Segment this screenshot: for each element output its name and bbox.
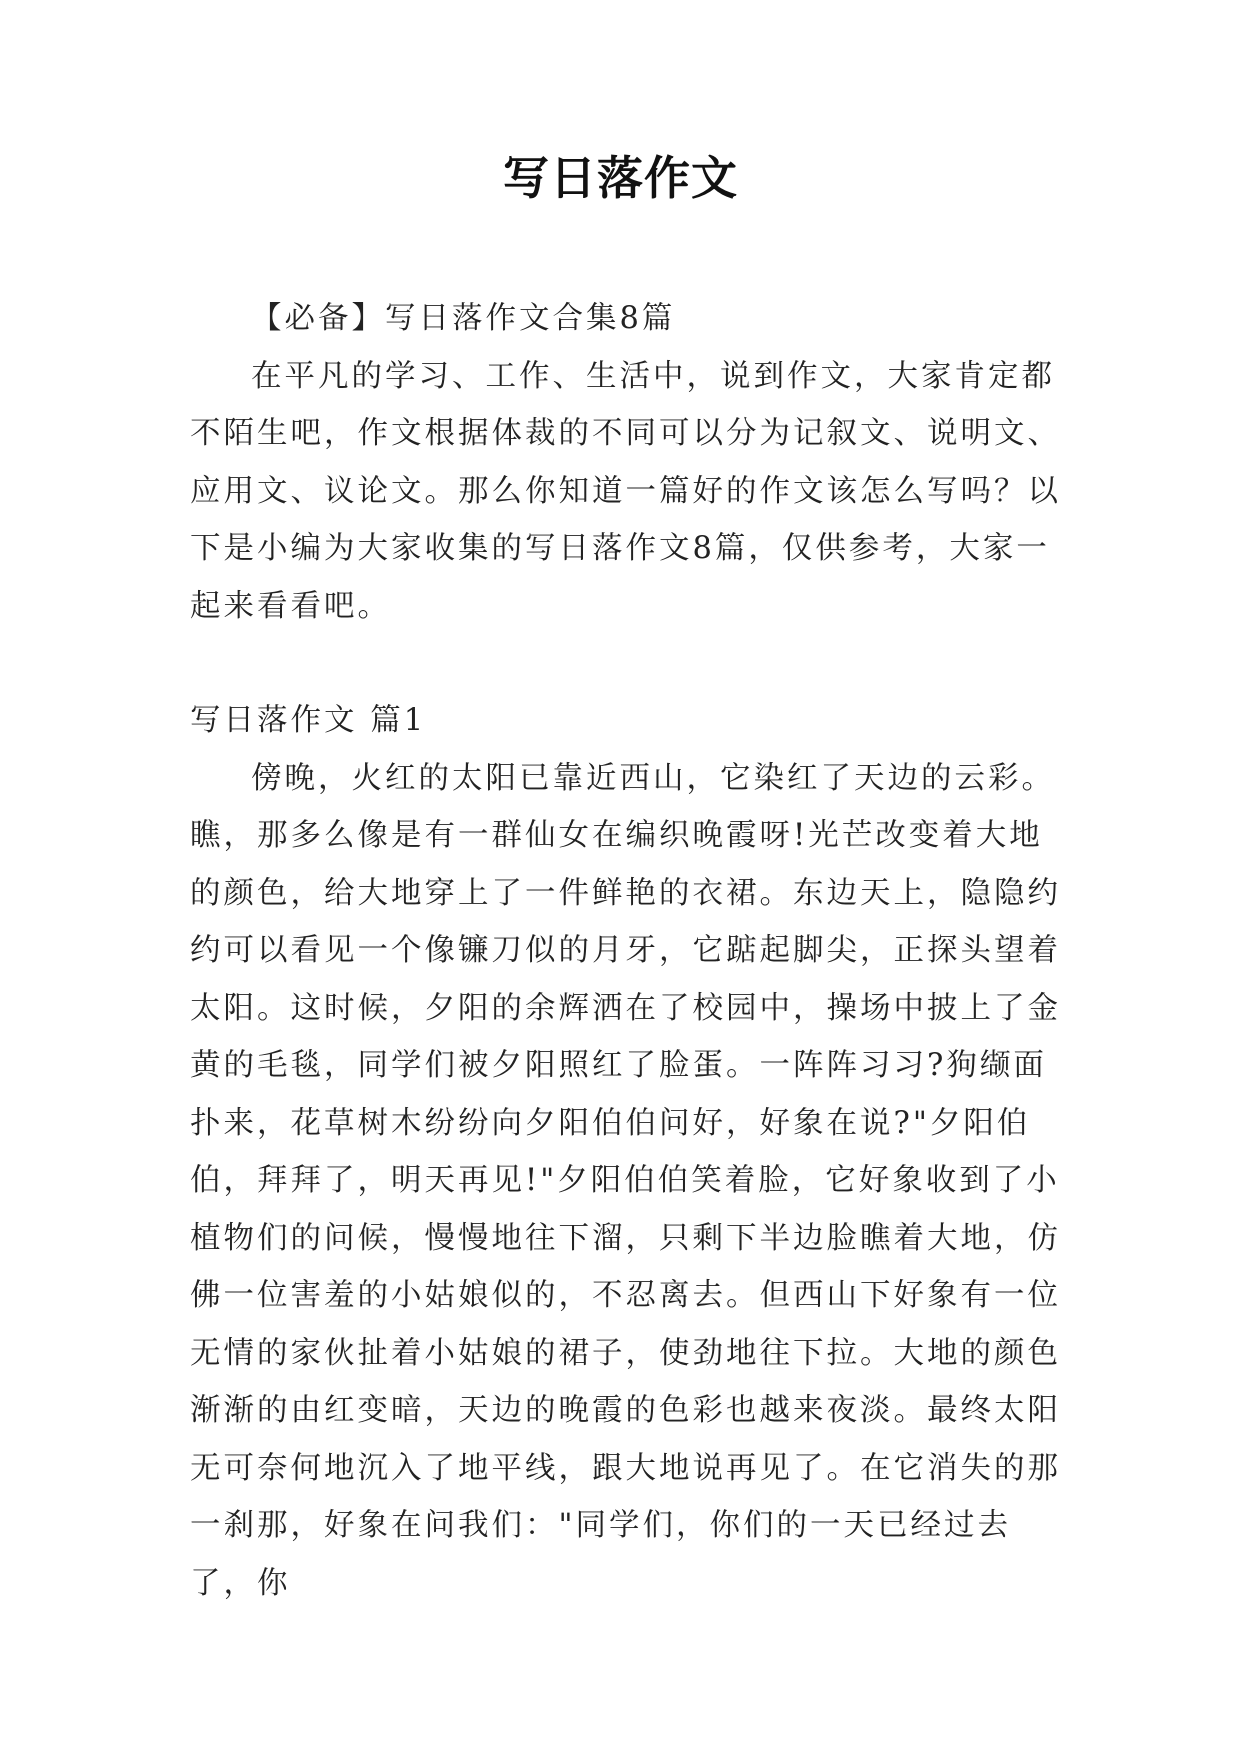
document-subtitle: 【必备】写日落作文合集8篇 [251,301,676,336]
section-heading: 写日落作文 篇1 [190,703,427,738]
document-title: 写日落作文 [503,151,738,205]
document-content [190,290,1075,1612]
section-paragraph: 傍晚，火红的太阳已靠近西山，它染红了天边的云彩。瞧，那多么像是有一群仙女在编织晚霞呀!光芒改变着大地的颜色，给大地穿上了一件鲜艳的衣裙。东边天上，隐隐约约可以看见一个像镰刀似的月牙，它踮起脚尖，正探头望着太阳。这时候，夕阳的余辉洒在了校园中，操场中披上了金黄的毛毯，同学们被夕阳照红了脸蛋。一阵阵习习?狗缬面扑来，花草树木纷纷向夕阳伯伯问好，好象在说?"夕阳伯伯，拜拜了，明天再见!"夕阳伯伯笑着脸，它好象收到了小植物们的问候，慢慢地往下溜，只剩下半边脸瞧着大地，仿佛一位害羞的小姑娘似的，不忍离去。但西山下好象有一位无情的家伙扯着小姑娘的裙子，使劲地往下拉。大地的颜色渐渐的由红变暗，天边的晚霞的色彩也越来夜淡。最终太阳无可奈何地沉入了地平线，跟大地说再见了。在它消失的那一刹那，好象在问我们："同学们，你们的一天已经过去了，你 [190,760,1061,1601]
paragraph-gap [190,635,1075,692]
intro-paragraph: 在平凡的学习、工作、生活中，说到作文，大家肯定都不陌生吧，作文根据体裁的不同可以分为记叙文、说明文、应用文、议论文。那么你知道一篇好的作文该怎么写吗？以下是小编为大家收集的写日落作文8篇，仅供参考，大家一起来看看吧。 [190,358,1061,624]
